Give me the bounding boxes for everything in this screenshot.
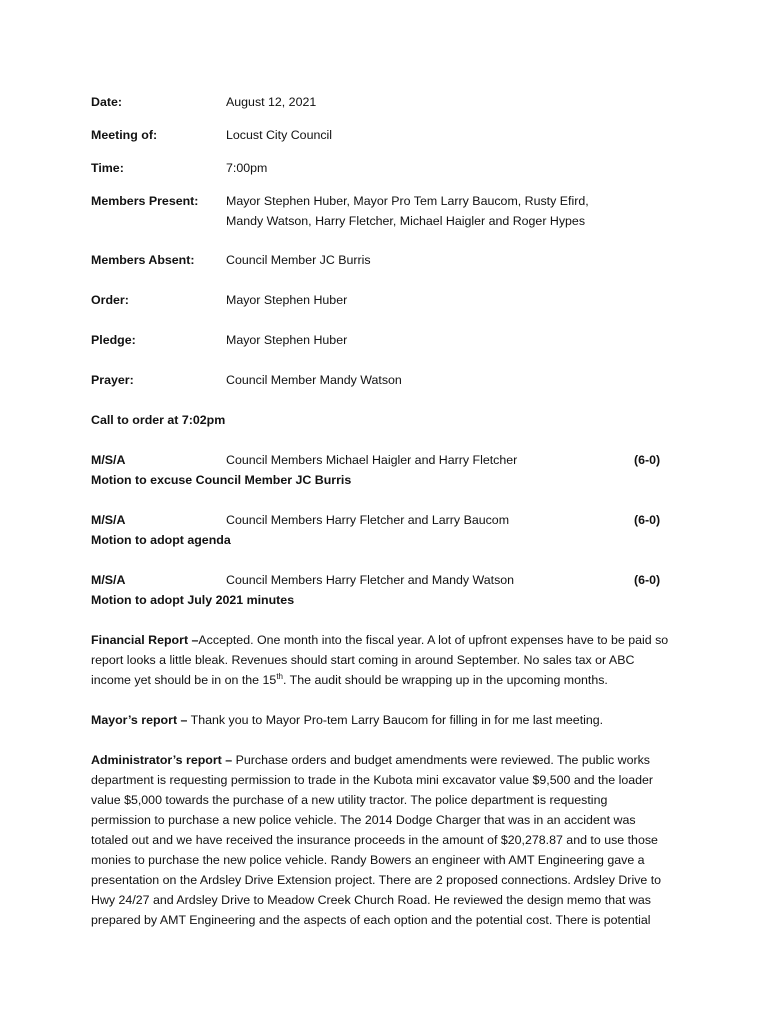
financial-text: Accepted. One month into the fiscal year. A lot of upfront expenses have to be paid so — [198, 633, 669, 647]
admin-line: totaled out and we have received the insurance proceeds in the amount of $20,278.87 and to use those — [91, 833, 658, 847]
meeting-value: Locust City Council — [226, 128, 333, 142]
time-label: Time: — [91, 161, 124, 175]
admin-line: value $5,000 towards the purchase of a new utility tractor. The police department is requesting — [91, 793, 608, 807]
motion-members: Council Members Harry Fletcher and Larry Baucom — [226, 513, 510, 527]
msa-label: M/S/A — [91, 453, 126, 467]
members-present-line: Mayor Stephen Huber, Mayor Pro Tem Larry Baucom, Rusty Efird, — [226, 194, 589, 208]
financial-text: income yet should be in on the 15 — [91, 673, 277, 687]
prayer-label: Prayer: — [91, 373, 134, 387]
admin-line: presentation on the Ardsley Drive Extension project. There are 2 proposed connections. Ardsley Drive to — [91, 873, 662, 887]
mayors-report-text: Thank you to Mayor Pro-tem Larry Baucom for filling in for me last meeting. — [187, 713, 604, 727]
members-present-label: Members Present: — [91, 194, 199, 208]
admin-line — [91, 750, 691, 770]
pledge-label: Pledge: — [91, 333, 136, 347]
admin-heading: Administrator’s report – — [91, 753, 233, 767]
members-absent-label: Members Absent: — [91, 253, 195, 267]
date-label: Date: — [91, 95, 122, 109]
financial-line — [91, 670, 691, 690]
motion-block — [91, 570, 681, 610]
admin-line: permission to purchase a new police vehicle. The 2014 Dodge Charger that was in an accident was — [91, 813, 636, 827]
admin-line: prepared by AMT Engineering and the aspects of each option and the potential cost. There is potential — [91, 913, 651, 927]
financial-text: . The audit should be wrapping up in the upcoming months. — [282, 673, 608, 687]
prayer-value: Council Member Mandy Watson — [226, 373, 402, 387]
date-value: August 12, 2021 — [226, 95, 317, 109]
financial-report — [91, 630, 691, 690]
admin-line: Hwy 24/27 and Ardsley Drive to Meadow Creek Church Road. He reviewed the design memo that was — [91, 893, 651, 907]
admin-line: monies to purchase the new police vehicle. Randy Bowers an engineer with AMT Engineering gave a — [91, 853, 645, 867]
mayors-report — [91, 710, 691, 730]
meeting-label: Meeting of: — [91, 128, 158, 142]
motion-members: Council Members Michael Haigler and Harry Fletcher — [226, 453, 518, 467]
financial-line: report looks a little bleak. Revenues should start coming in around September. No sales tax or ABC — [91, 653, 635, 667]
motion-vote: (6-0) — [634, 453, 661, 467]
order-label: Order: — [91, 293, 129, 307]
motion-members: Council Members Harry Fletcher and Mandy Watson — [226, 573, 515, 587]
motion-text: Motion to excuse Council Member JC Burris — [91, 473, 352, 487]
members-absent-value: Council Member JC Burris — [226, 253, 371, 267]
time-value: 7:00pm — [226, 161, 268, 175]
msa-label: M/S/A — [91, 573, 126, 587]
motion-text: Motion to adopt July 2021 minutes — [91, 593, 295, 607]
motion-block — [91, 450, 681, 490]
order-value: Mayor Stephen Huber — [226, 293, 348, 307]
call-to-order: Call to order at 7:02pm — [91, 413, 226, 427]
members-present-row — [91, 191, 681, 231]
members-present-value — [226, 191, 646, 231]
financial-heading: Financial Report – — [91, 633, 199, 647]
motion-vote: (6-0) — [634, 513, 661, 527]
motion-text: Motion to adopt agenda — [91, 533, 231, 547]
mayors-report-heading: Mayor’s report – — [91, 713, 188, 727]
motion-vote: (6-0) — [634, 573, 661, 587]
msa-label: M/S/A — [91, 513, 126, 527]
financial-line — [91, 630, 691, 650]
administrators-report — [91, 750, 691, 930]
admin-text: Purchase orders and budget amendments were reviewed. The public works — [232, 753, 650, 767]
ordinal-suffix: th — [276, 671, 283, 681]
admin-line: department is requesting permission to trade in the Kubota mini excavator value $9,500 and the loader — [91, 773, 654, 787]
motion-block — [91, 510, 681, 550]
members-present-line: Mandy Watson, Harry Fletcher, Michael Haigler and Roger Hypes — [226, 214, 586, 228]
pledge-value: Mayor Stephen Huber — [226, 333, 348, 347]
